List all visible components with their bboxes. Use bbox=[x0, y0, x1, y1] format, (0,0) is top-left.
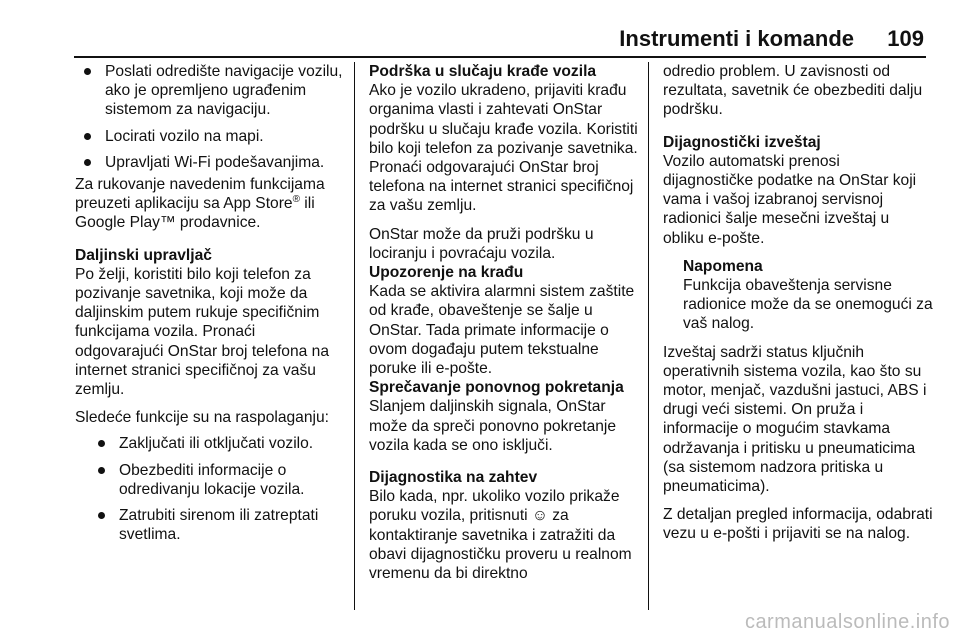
paragraph: Vozilo automatski prenosi dijagnostičke podatke na OnStar koji vama i vašoj izabranoj servisnoj radionici šalje mesečni izveštaj u obliku e-pošte. bbox=[663, 152, 917, 247]
bullet-item: Locirati vozilo na mapi. bbox=[75, 127, 345, 146]
bullet-item: Upravljati Wi-Fi podešavanjima. bbox=[75, 153, 345, 172]
section-heading: Upozorenje na krađu bbox=[369, 264, 524, 282]
section-heading: Dijagnostika na zahtev bbox=[369, 469, 538, 487]
column-3 bbox=[663, 62, 933, 544]
paragraph: Kada se aktivira alarmni sistem zaštite od krađe, obaveštenje se šalje u OnStar. Tada primate informacije o ovom događaju putem tekstualne poruke ili e-pošte. bbox=[369, 283, 635, 378]
paragraph: Z detaljan pregled informacija, odabrati vezu u e-pošti i prijaviti se na nalog. bbox=[663, 506, 933, 543]
column-divider-2 bbox=[648, 62, 649, 610]
onstar-button-icon: ☺ bbox=[531, 507, 548, 525]
bullet-icon bbox=[84, 159, 91, 166]
bullet-item: Poslati odredište navigacije vozilu, ako je opremljeno ugrađenim sistemom za navigaciju. bbox=[75, 62, 345, 120]
page-header bbox=[0, 0, 960, 56]
paragraph: Sledeće funkcije su na raspolaganju: bbox=[75, 409, 329, 427]
watermark: carmanualsonline.info bbox=[744, 611, 950, 633]
paragraph: Slanjem daljinskih signala, OnStar može da spreči ponovno pokretanje vozila kada se ono isključi. bbox=[369, 398, 617, 454]
bullet-item: Zatrubiti sirenom ili zatreptati svetlima. bbox=[89, 506, 345, 544]
bullet-icon bbox=[98, 440, 105, 447]
paragraph: Ako je vozilo ukradeno, prijaviti krađu organima vlasti i zahtevati OnStar podršku u slučaju krađe vozila. Koristiti bilo koji telefon za pozivanje savetnika. Pronaći odgovarajući OnStar broj telefona na internet stranici specifičnoj za vašu zemlju. bbox=[369, 82, 638, 215]
paragraph: Izveštaj sadrži status ključnih operativnih sistema vozila, kao što su motor, menjač, vazdušni jastuci, ABS i drugi veći sistemi. On pruža i informacije o mogućim stavkama održavanja i pritisku u pneumaticima (sa sistemom nadzora pritiska u pneumaticima). bbox=[663, 343, 927, 496]
paragraph: odredio problem. U zavisnosti od rezultata, savetnik će obezbediti dalju podršku. bbox=[663, 63, 923, 119]
section-heading: Podrška u slučaju krađe vozila bbox=[369, 63, 597, 80]
bullet-icon bbox=[84, 68, 91, 75]
paragraph: OnStar može da pruži podršku u lociranju i povraćaju vozila. bbox=[369, 225, 594, 262]
column-divider-1 bbox=[354, 62, 355, 610]
note-box bbox=[663, 257, 933, 334]
paragraph: Po želji, koristiti bilo koji telefon za pozivanje savetnika, koji može da daljinskim putem rukuje specifičnim funkcijama vozila. Pronaći odgovarajući OnStar broj telefona na internet stranici specifičnoj za vašu zemlju. bbox=[75, 265, 329, 399]
note-heading: Napomena bbox=[683, 257, 763, 275]
column-2 bbox=[369, 62, 641, 583]
note-text: Funkcija obaveštenja servisne radionice može da se onemogući za vaš nalog. bbox=[683, 277, 933, 333]
bullet-icon bbox=[84, 133, 91, 140]
section-heading: Daljinski upravljač bbox=[75, 246, 212, 264]
page-number: 109 bbox=[887, 26, 924, 51]
section-title: Instrumenti i komande bbox=[619, 26, 854, 51]
section-heading: Sprečavanje ponovnog pokretanja bbox=[369, 379, 624, 397]
header-rule bbox=[74, 56, 926, 58]
column-1 bbox=[75, 62, 345, 551]
bullet-icon bbox=[98, 512, 105, 519]
bullet-item: Obezbediti informacije o odredivanju lokacije vozila. bbox=[89, 461, 345, 499]
bullet-icon bbox=[98, 467, 105, 474]
paragraph: Bilo kada, npr. ukoliko vozilo prikaže poruku vozila, pritisnuti ☺ za kontaktiranje savetnika i zatražiti da obavi dijagnostičku proveru u realnom vremenu da bi direktno bbox=[369, 488, 632, 583]
registered-mark: ® bbox=[292, 194, 300, 206]
bullet-item: Zaključati ili otključati vozilo. bbox=[89, 434, 345, 453]
section-heading: Dijagnostički izveštaj bbox=[663, 133, 821, 151]
app-paragraph: Za rukovanje navedenim funkcijama preuzeti aplikaciju sa App Store® ili Google Play™ prodavnice. bbox=[75, 176, 325, 232]
